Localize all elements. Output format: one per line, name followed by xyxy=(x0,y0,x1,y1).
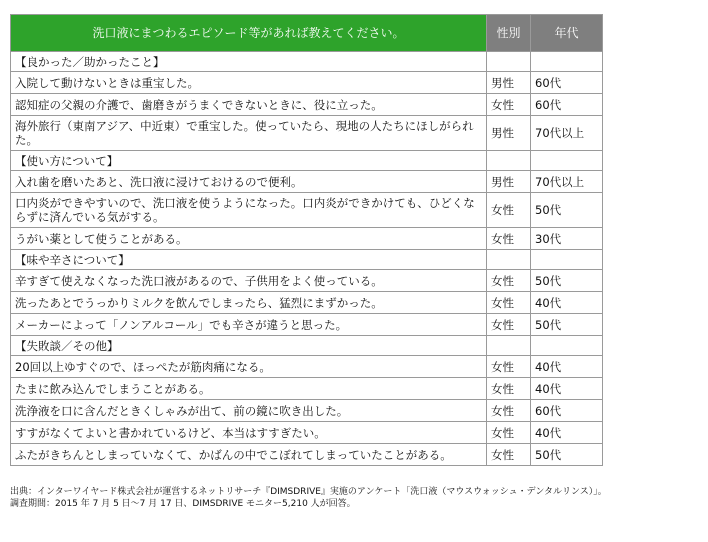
gender-cell: 男性 xyxy=(487,72,531,94)
age-cell: 50代 xyxy=(531,270,603,292)
age-cell: 40代 xyxy=(531,378,603,400)
gender-cell: 女性 xyxy=(487,400,531,422)
section-title: 【失敗談／その他】 xyxy=(11,336,487,356)
table-row xyxy=(11,193,603,228)
gender-cell: 女性 xyxy=(487,193,531,228)
gender-cell: 女性 xyxy=(487,356,531,378)
episode-text: 洗浄液を口に含んだときくしゃみが出て、前の鏡に吹き出した。 xyxy=(11,400,487,422)
episode-text: たまに飲み込んでしまうことがある。 xyxy=(11,378,487,400)
empty-cell xyxy=(487,151,531,171)
empty-cell xyxy=(531,52,603,72)
age-cell: 50代 xyxy=(531,444,603,466)
section-title: 【味や辛さについて】 xyxy=(11,250,487,270)
empty-cell xyxy=(531,250,603,270)
episode-text: ふたがきちんとしまっていなくて、かばんの中でこぼれてしまっていたことがある。 xyxy=(11,444,487,466)
gender-cell: 女性 xyxy=(487,94,531,116)
gender-header: 性別 xyxy=(487,15,531,52)
empty-cell xyxy=(487,52,531,72)
table-row xyxy=(11,228,603,250)
table-row xyxy=(11,292,603,314)
gender-cell: 女性 xyxy=(487,378,531,400)
table-row xyxy=(11,171,603,193)
episode-text: すすがなくてよいと書かれているけど、本当はすすぎたい。 xyxy=(11,422,487,444)
section-row xyxy=(11,336,603,356)
age-header: 年代 xyxy=(531,15,603,52)
section-title: 【使い方について】 xyxy=(11,151,487,171)
section-row xyxy=(11,151,603,171)
episode-text: 口内炎ができやすいので、洗口液を使うようになった。口内炎ができかけても、ひどくならずに済んでいる気がする。 xyxy=(11,193,487,228)
age-cell: 40代 xyxy=(531,422,603,444)
episode-text: 辛すぎて使えなくなった洗口液があるので、子供用をよく使っている。 xyxy=(11,270,487,292)
question-header: 洗口液にまつわるエピソード等があれば教えてください。 xyxy=(11,15,487,52)
episode-text: 入れ歯を磨いたあと、洗口液に浸けておけるので便利。 xyxy=(11,171,487,193)
gender-cell: 女性 xyxy=(487,314,531,336)
empty-cell xyxy=(531,336,603,356)
age-cell: 70代以上 xyxy=(531,171,603,193)
gender-cell: 女性 xyxy=(487,422,531,444)
table-row xyxy=(11,270,603,292)
episode-text: メーカーによって「ノンアルコール」でも辛さが違うと思った。 xyxy=(11,314,487,336)
episode-text: 20回以上ゆすぐので、ほっぺたが筋肉痛になる。 xyxy=(11,356,487,378)
age-cell: 60代 xyxy=(531,72,603,94)
age-cell: 30代 xyxy=(531,228,603,250)
age-cell: 60代 xyxy=(531,94,603,116)
table-row xyxy=(11,94,603,116)
section-row xyxy=(11,52,603,72)
gender-cell: 男性 xyxy=(487,171,531,193)
survey-period-note: 調査期間：2015 年 7 月 5 日～7 月 17 日、DIMSDRIVE モニター5,210 人が回答。 xyxy=(10,499,356,509)
table-row xyxy=(11,422,603,444)
table-row xyxy=(11,356,603,378)
gender-cell: 女性 xyxy=(487,270,531,292)
table-header-row xyxy=(11,15,603,52)
age-cell: 50代 xyxy=(531,193,603,228)
table-row xyxy=(11,314,603,336)
source-note: 出典：インターワイヤード株式会社が運営するネットリサーチ『DIMSDRIVE』実施のアンケート「洗口液（マウスウォッシュ・デンタルリンス）」。 xyxy=(10,487,607,497)
table-row xyxy=(11,378,603,400)
section-title: 【良かった／助かったこと】 xyxy=(11,52,487,72)
age-cell: 40代 xyxy=(531,292,603,314)
table-row xyxy=(11,116,603,151)
section-row xyxy=(11,250,603,270)
gender-cell: 男性 xyxy=(487,116,531,151)
episode-text: 洗ったあとでうっかりミルクを飲んでしまったら、猛烈にまずかった。 xyxy=(11,292,487,314)
table-row xyxy=(11,400,603,422)
gender-cell: 女性 xyxy=(487,444,531,466)
gender-cell: 女性 xyxy=(487,228,531,250)
gender-cell: 女性 xyxy=(487,292,531,314)
episode-text: 認知症の父親の介護で、歯磨きがうまくできないときに、役に立った。 xyxy=(11,94,487,116)
survey-table xyxy=(10,14,603,466)
table-row xyxy=(11,72,603,94)
age-cell: 70代以上 xyxy=(531,116,603,151)
episode-text: 海外旅行（東南アジア、中近東）で重宝した。使っていたら、現地の人たちにほしがられた。 xyxy=(11,116,487,151)
table-row xyxy=(11,444,603,466)
empty-cell xyxy=(487,250,531,270)
empty-cell xyxy=(487,336,531,356)
empty-cell xyxy=(531,151,603,171)
table-body xyxy=(11,52,603,466)
episode-text: 入院して動けないときは重宝した。 xyxy=(11,72,487,94)
age-cell: 60代 xyxy=(531,400,603,422)
footer-notes xyxy=(10,486,607,510)
episode-text: うがい薬として使うことがある。 xyxy=(11,228,487,250)
age-cell: 50代 xyxy=(531,314,603,336)
age-cell: 40代 xyxy=(531,356,603,378)
